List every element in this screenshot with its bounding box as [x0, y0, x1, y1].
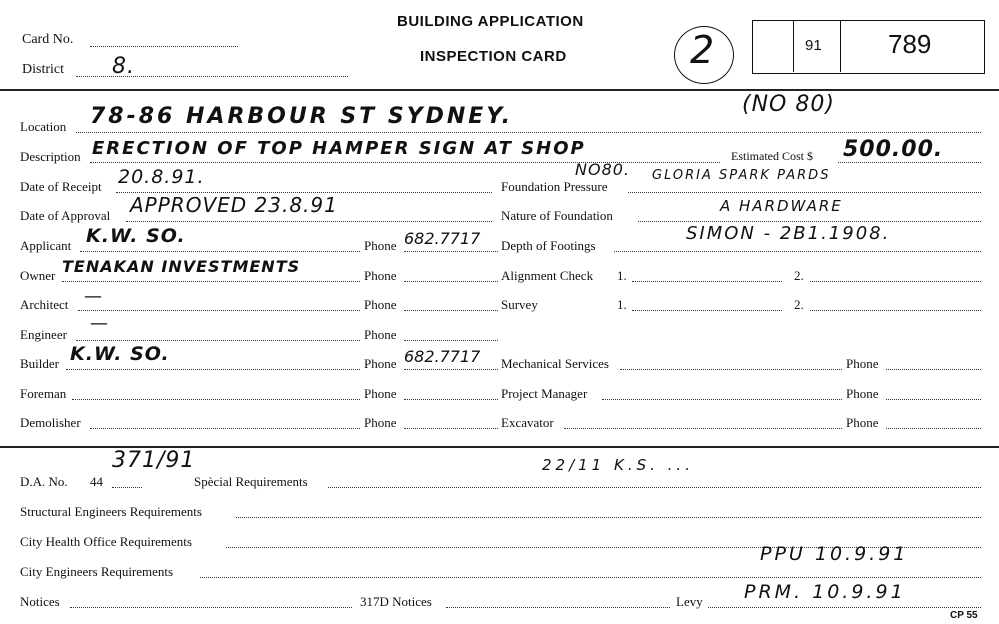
demolisher-phone-label: Phone: [364, 415, 397, 430]
description-value: ERECTION OF TOP HAMPER SIGN AT SHOP: [92, 138, 586, 159]
location-note: (NO 80): [742, 92, 835, 117]
description-note: NO80.: [575, 160, 631, 179]
notices-line: [70, 607, 352, 608]
excavator-phone-line: [886, 428, 981, 429]
survey-line1: [632, 310, 782, 311]
builder-phone-label: Phone: [364, 356, 397, 371]
builder-phone-value: 682.7717: [404, 347, 481, 366]
alignment-check-label: Alignment Check: [501, 268, 594, 283]
survey-n2: 2.: [794, 297, 804, 312]
da-no-line: [112, 487, 142, 488]
mechanical-services-label: Mechanical Services: [501, 356, 609, 371]
owner-phone-label: Phone: [364, 268, 397, 283]
project-manager-phone-label: Phone: [846, 386, 879, 401]
owner-phone-line: [404, 281, 498, 282]
builder-line: [66, 369, 360, 370]
location-line: [76, 132, 981, 133]
form-code: CP 55: [950, 610, 978, 621]
demolisher-line: [90, 428, 360, 429]
builder-label: Builder: [20, 356, 59, 371]
applicant-line: [80, 251, 360, 252]
card-no-label: Card No.: [22, 32, 74, 47]
levy-label: Levy: [676, 594, 703, 609]
location-value: 78-86 HARBOUR ST SYDNEY.: [90, 104, 513, 129]
engineer-line: [76, 340, 360, 341]
da-no-label: D.A. No.: [20, 474, 68, 489]
date-of-receipt-value: 20.8.91.: [118, 166, 205, 188]
title-line1: BUILDING APPLICATION: [397, 13, 584, 30]
depth-of-footings-label: Depth of Footings: [501, 238, 596, 253]
box-number: 789: [888, 29, 932, 59]
location-label: Location: [20, 119, 67, 134]
alignment-check-line2: [810, 281, 981, 282]
architect-value: —: [84, 286, 103, 307]
levy-value: PRM. 10.9.91: [744, 581, 906, 603]
foundation-pressure-value: GLORIA SPARK PARDS: [652, 168, 831, 183]
mechanical-services-phone-label: Phone: [846, 356, 879, 371]
city-engineers-value: PPU 10.9.91: [760, 543, 909, 565]
special-requirements-label: Spècial Requirements: [194, 474, 308, 489]
survey-label: Survey: [501, 297, 538, 312]
excavator-line: [564, 428, 842, 429]
owner-line: [62, 281, 360, 282]
date-of-approval-line: [126, 221, 492, 222]
applicant-label: Applicant: [20, 238, 72, 253]
project-manager-line: [602, 399, 842, 400]
notices-label: Notices: [20, 594, 60, 609]
title-line2: INSPECTION CARD: [420, 48, 567, 65]
applicant-phone-line: [404, 251, 498, 252]
alignment-check-line1: [632, 281, 782, 282]
depth-of-footings-value: SIMON - 2B1.1908.: [686, 223, 891, 244]
date-of-receipt-label: Date of Receipt: [20, 179, 102, 194]
city-engineers-line: [200, 577, 981, 578]
da-no-prefix: 44: [90, 474, 103, 489]
builder-phone-line: [404, 369, 498, 370]
foreman-label: Foreman: [20, 386, 67, 401]
box-code: 91: [805, 37, 822, 54]
survey-n1: 1.: [617, 297, 627, 312]
architect-line: [78, 310, 360, 311]
owner-label: Owner: [20, 268, 56, 283]
card-no-line: [90, 46, 238, 47]
special-requirements-line: [328, 487, 981, 488]
survey-line2: [810, 310, 981, 311]
nature-of-foundation-value: A HARDWARE: [720, 197, 843, 215]
foundation-pressure-line: [628, 192, 981, 193]
district-value: 8.: [112, 54, 135, 79]
architect-phone-label: Phone: [364, 297, 397, 312]
applicant-value: K.W. SO.: [86, 225, 186, 247]
structural-engineers-label: Structural Engineers Requirements: [20, 504, 202, 519]
estimated-cost-label: Estimated Cost $: [731, 149, 813, 163]
foundation-pressure-label: Foundation Pressure: [501, 179, 608, 194]
demolisher-label: Demolisher: [20, 415, 81, 430]
mechanical-services-phone-line: [886, 369, 981, 370]
mechanical-services-line: [620, 369, 842, 370]
estimated-cost-line: [838, 162, 981, 163]
district-label: District: [22, 62, 64, 77]
nature-of-foundation-line: [638, 221, 981, 222]
excavator-phone-label: Phone: [846, 415, 879, 430]
date-of-approval-value: APPROVED 23.8.91: [130, 193, 338, 217]
architect-label: Architect: [20, 297, 69, 312]
notices-317d-line: [446, 607, 670, 608]
project-manager-label: Project Manager: [501, 386, 588, 401]
project-manager-phone-line: [886, 399, 981, 400]
city-engineers-label: City Engineers Requirements: [20, 564, 174, 579]
da-no-value: 371/91: [112, 448, 196, 473]
levy-line: [708, 607, 981, 608]
structural-engineers-line: [236, 517, 981, 518]
demolisher-phone-line: [404, 428, 498, 429]
engineer-phone-label: Phone: [364, 327, 397, 342]
engineer-label: Engineer: [20, 327, 67, 342]
foreman-line: [72, 399, 360, 400]
header-rule: [0, 89, 999, 91]
date-of-approval-label: Date of Approval: [20, 208, 111, 223]
applicant-phone-label: Phone: [364, 238, 397, 253]
city-health-label: City Health Office Requirements: [20, 534, 192, 549]
foreman-phone-label: Phone: [364, 386, 397, 401]
owner-value: TENAKAN INVESTMENTS: [62, 257, 301, 276]
engineer-value: —: [90, 313, 109, 334]
applicant-phone-value: 682.7717: [404, 229, 481, 248]
foreman-phone-line: [404, 399, 498, 400]
circled-number: 2: [690, 28, 715, 72]
architect-phone-line: [404, 310, 498, 311]
engineer-phone-line: [404, 340, 498, 341]
excavator-label: Excavator: [501, 415, 554, 430]
estimated-cost-value: 500.00.: [843, 137, 944, 162]
description-label: Description: [20, 149, 81, 164]
alignment-check-n1: 1.: [617, 268, 627, 283]
special-requirements-value: 22/11 K.S. ...: [542, 456, 694, 474]
card-number-box: [752, 20, 985, 74]
notices-317d-label: 317D Notices: [360, 594, 432, 609]
alignment-check-n2: 2.: [794, 268, 804, 283]
builder-value: K.W. SO.: [70, 343, 170, 365]
depth-of-footings-line: [614, 251, 981, 252]
nature-of-foundation-label: Nature of Foundation: [501, 208, 613, 223]
